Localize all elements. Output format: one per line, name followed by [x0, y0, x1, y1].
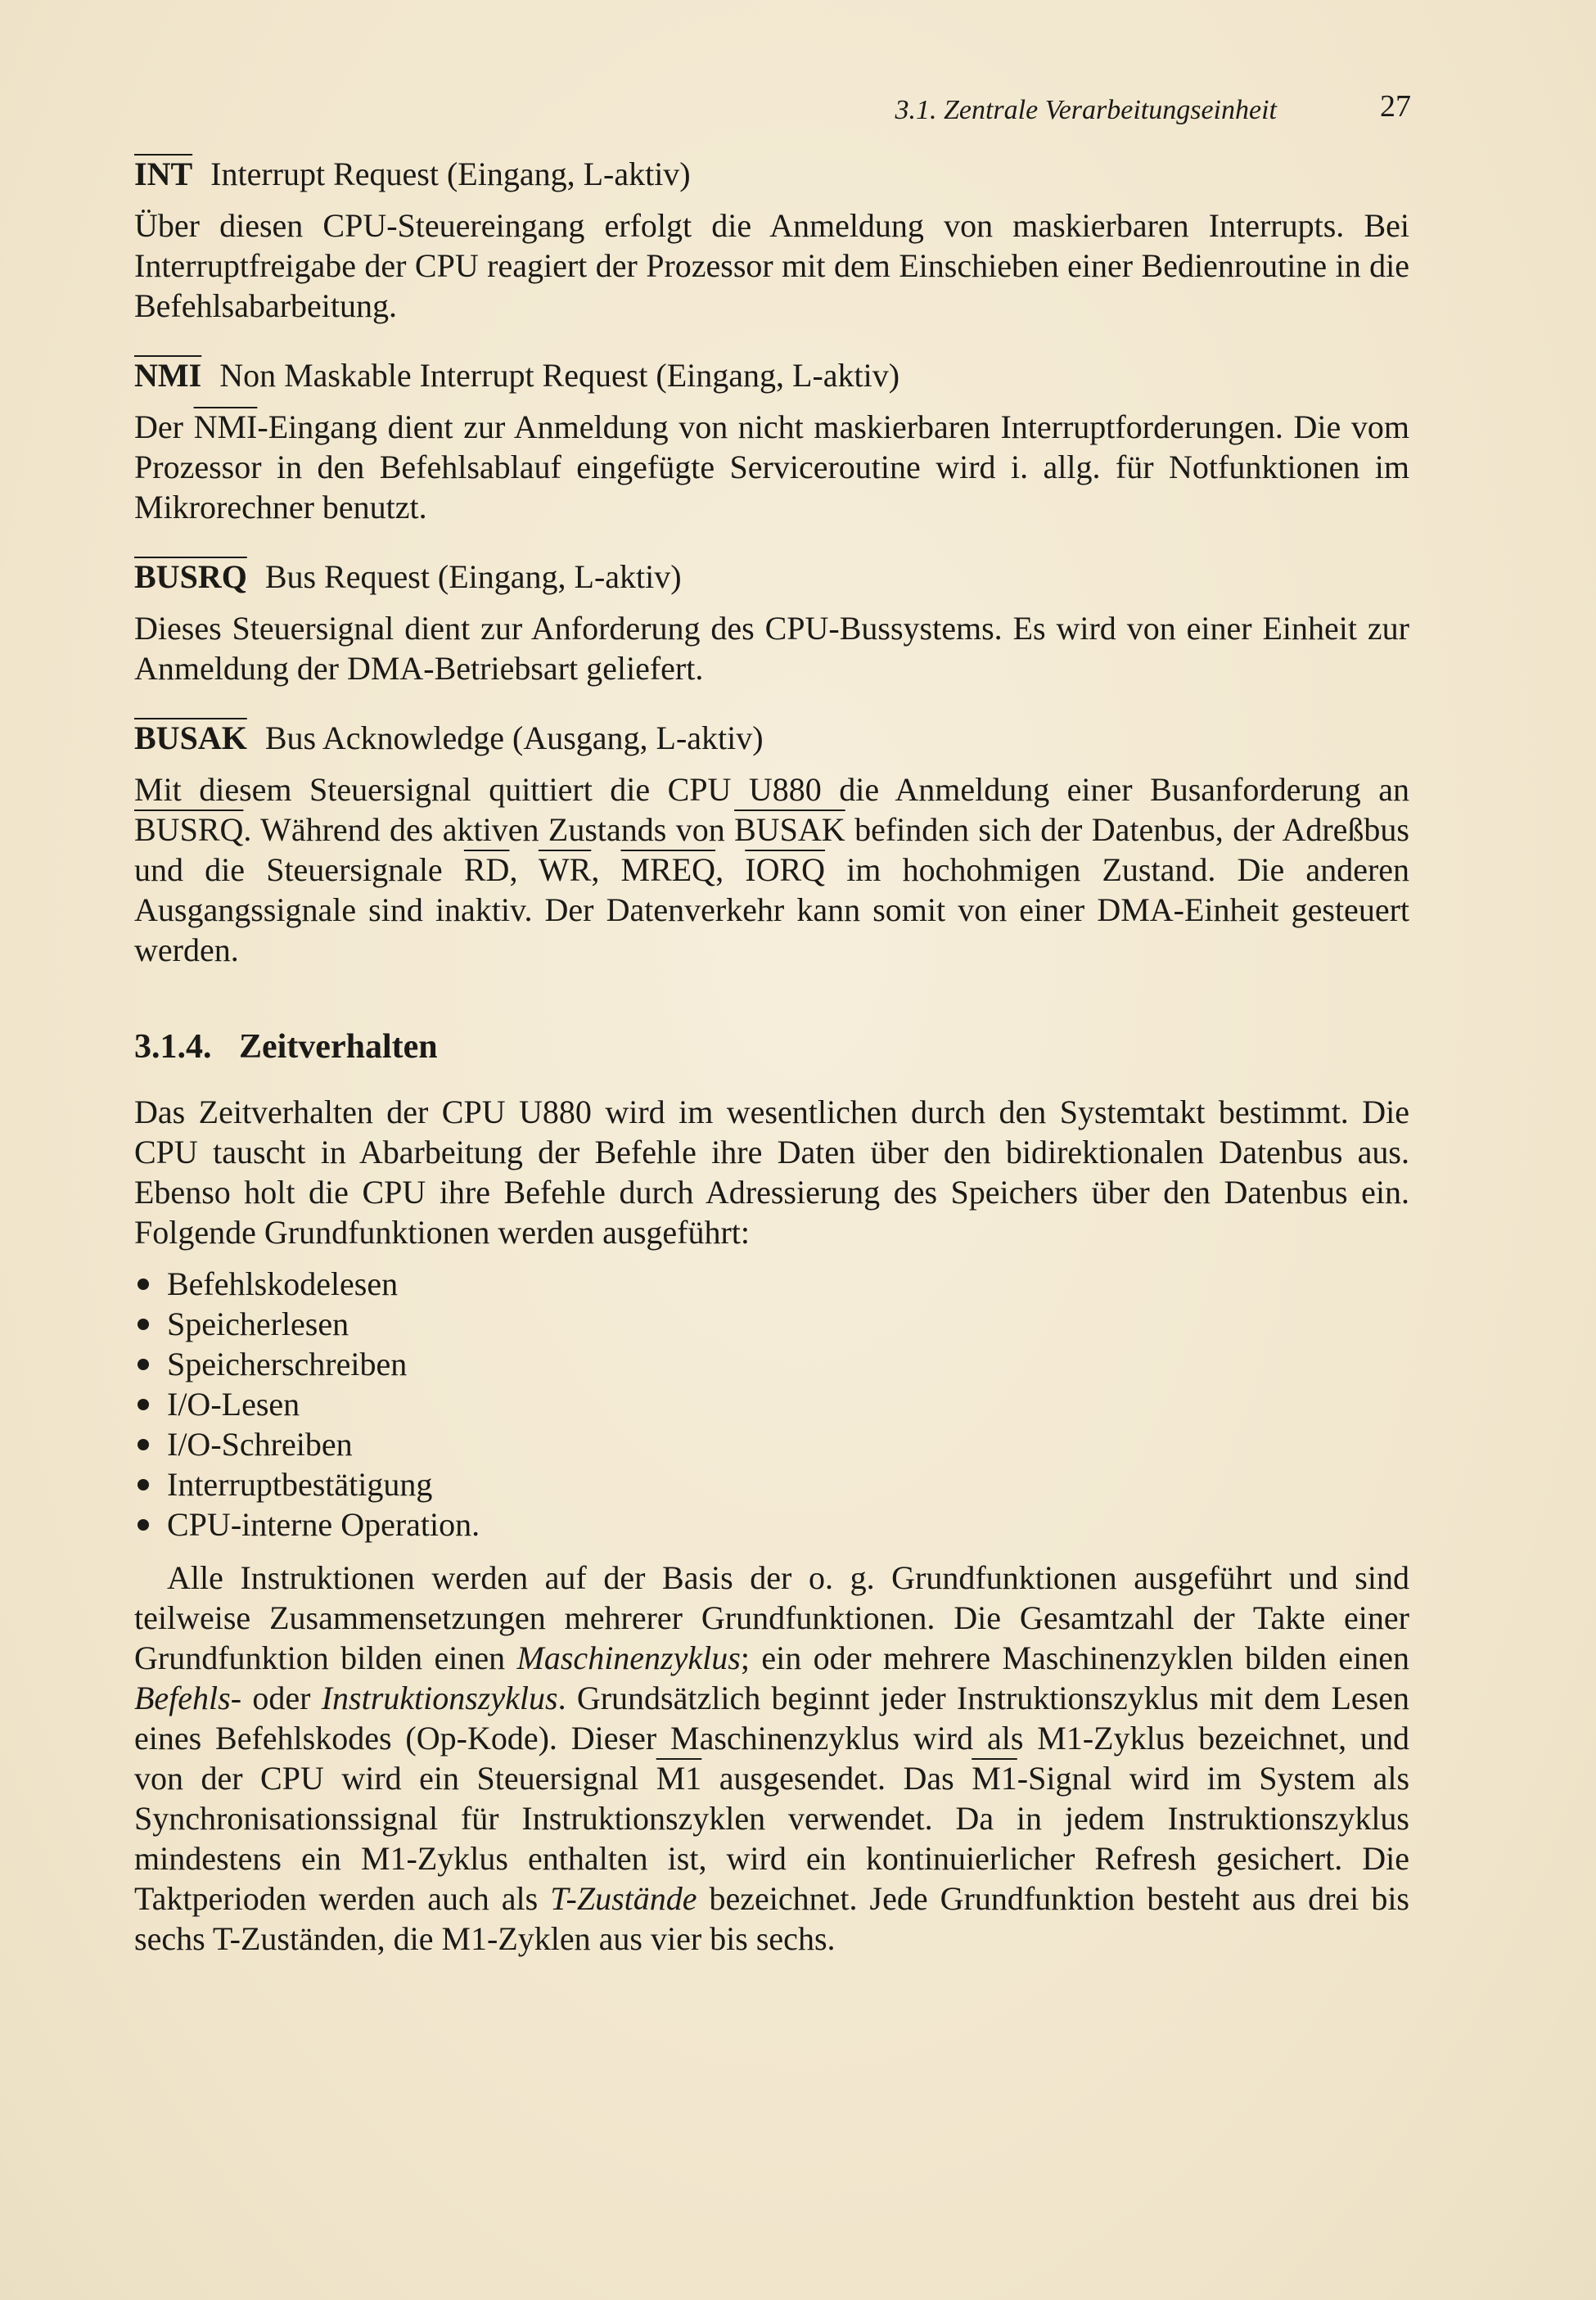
- text-run: . Grundsätzlich beginnt jeder Instruktionszyklus mit dem Lesen eines Befehlskodes (Op-Kode). Dieser Maschinenzyklus wird als M1-Zyklus bezeichnet, und von der CPU wird ein Steuersignal: [134, 1680, 1410, 1797]
- text-run: bezeichnet. Jede Grundfunktion besteht aus drei bis sechs T-Zuständen, die M1-Zyklen aus vier bis sechs.: [134, 1880, 1410, 1957]
- section-heading: [134, 1027, 1409, 1067]
- list-item: CPU-interne Operation.: [134, 1504, 1409, 1545]
- signal-title: Interrupt Request (Eingang, L-aktiv): [210, 156, 691, 192]
- text-run: ausgesendet. Das: [701, 1760, 972, 1797]
- signal-ref: $\overline{NMI}$: [193, 408, 258, 445]
- signal-ref: BUSAK: [734, 811, 845, 848]
- list-item: Interruptbestätigung: [134, 1464, 1409, 1504]
- signal-heading: [134, 355, 1409, 395]
- signal-name: BUSAK: [134, 719, 247, 756]
- text-run: Mit diesem Steuersignal quittiert die CPU U880 die Anmeldung einer Busanforderung an: [134, 771, 1409, 808]
- emphasis: T-Zustände: [550, 1880, 697, 1917]
- signal-nmi-block: [134, 355, 1409, 527]
- list-item: Speicherlesen: [134, 1304, 1409, 1344]
- list-item: Befehlskodelesen: [134, 1264, 1409, 1304]
- text-run: ; ein oder mehrere Maschinenzyklen bilden einen: [740, 1639, 1409, 1676]
- signal-busrq-block: [134, 557, 1409, 688]
- signal-ref: BUSRQ: [134, 811, 244, 848]
- running-header-title: 3.1. Zentrale Verarbeitungseinheit: [895, 95, 1277, 125]
- signal-ref: M1: [656, 1760, 702, 1797]
- text-run: Alle Instruktionen werden auf der Basis der o. g. Grundfunktionen ausgeführt und sind teilweise Zusammensetzungen mehrerer Grundfunktionen. Die Gesamtzahl der Takte einer Grundfunktion bilden einen: [134, 1559, 1409, 1676]
- text-run: Der: [134, 408, 194, 445]
- signal-name: $\overline{INT}$: [134, 156, 193, 192]
- signal-title: Bus Request (Eingang, L-aktiv): [264, 558, 682, 595]
- text-run: -Signal wird im System als Synchronisationssignal für Instruktionszyklen verwendet. Da in jedem Instruktionszyklus mindestens ein M1-Zyklus enthalten ist, wird ein kontinuierlicher Refresh gesichert. Die Taktperioden werden auch als: [134, 1760, 1410, 1917]
- text-run: ,: [509, 851, 539, 888]
- signal-ref: IORQ: [745, 851, 826, 888]
- list-item: I/O-Lesen: [134, 1384, 1409, 1424]
- section-intro: Das Zeitverhalten der CPU U880 wird im wesentlichen durch den Systemtakt bestimmt. Die CPU tauscht in Abarbeitung der Befehle ihre Daten über den bidirektionalen Datenbus aus. Ebenso holt die CPU ihre Befehle durch Adressierung des Speichers über den Datenbus ein. Folgende Grundfunktionen werden ausgeführt:: [134, 1094, 1409, 1251]
- text-run: ,: [715, 851, 746, 888]
- bullet-list: [134, 1264, 1409, 1545]
- signal-heading: [134, 557, 1409, 597]
- text-run: oder: [241, 1680, 322, 1716]
- signal-busak-block: [134, 718, 1409, 970]
- signal-description: Über diesen CPU-Steuereingang erfolgt die Anmeldung von maskierbaren Interrupts. Bei Interruptfreigabe der CPU reagiert der Prozessor mit dem Einschieben einer Bedienroutine in die Befehlsabarbeitung.: [134, 207, 1409, 324]
- list-item: I/O-Schreiben: [134, 1424, 1409, 1464]
- page-content: [134, 154, 1409, 1959]
- list-item: Speicherschreiben: [134, 1344, 1409, 1384]
- text-run: . Während des aktiven Zustands von: [243, 811, 735, 848]
- signal-description: Dieses Steuersignal dient zur Anforderung des CPU-Bussystems. Es wird von einer Einheit zur Anmeldung der DMA-Betriebsart geliefert.: [134, 610, 1409, 687]
- signal-ref: M1: [972, 1760, 1017, 1797]
- signal-name: $\overline{NMI}$: [134, 357, 202, 394]
- page-number: 27: [1380, 89, 1411, 124]
- text-run: befinden sich der Datenbus, der Adreßbus und die Steuersignale: [134, 811, 1409, 888]
- section-number: 3.1.4.: [134, 1028, 212, 1066]
- section-body: [134, 1558, 1409, 1959]
- emphasis: Instruktionszyklus: [321, 1680, 558, 1716]
- text-run: -Eingang dient zur Anmeldung von nicht maskierbaren Interruptforderungen. Die vom Prozessor in den Befehlsablauf eingefügte Serviceroutine wird i. allg. für Notfunktionen im Mikrorechner benutzt.: [134, 408, 1410, 525]
- text-run: ,: [591, 851, 621, 888]
- signal-description: [134, 407, 1409, 527]
- signal-ref: $\overline{RD}$: [463, 851, 510, 888]
- signal-title: Non Maskable Interrupt Request (Eingang, L-aktiv): [219, 357, 900, 394]
- signal-heading: [134, 718, 1409, 758]
- signal-title: Bus Acknowledge (Ausgang, L-aktiv): [264, 719, 764, 756]
- emphasis: Befehls-: [134, 1680, 242, 1716]
- section-title: Zeitverhalten: [239, 1028, 438, 1066]
- signal-ref: MREQ: [620, 851, 716, 888]
- signal-heading: [134, 154, 1409, 194]
- signal-ref: $\overline{WR}$: [538, 851, 592, 888]
- signal-int-block: [134, 154, 1409, 326]
- emphasis: Maschinenzyklus: [516, 1639, 741, 1676]
- text-run: im hochohmigen Zustand. Die anderen Ausgangssignale sind inaktiv. Der Datenverkehr kann somit von einer DMA-Einheit gesteuert werden.: [134, 851, 1410, 968]
- signal-description: [134, 769, 1409, 970]
- signal-name: BUSRQ: [134, 558, 247, 595]
